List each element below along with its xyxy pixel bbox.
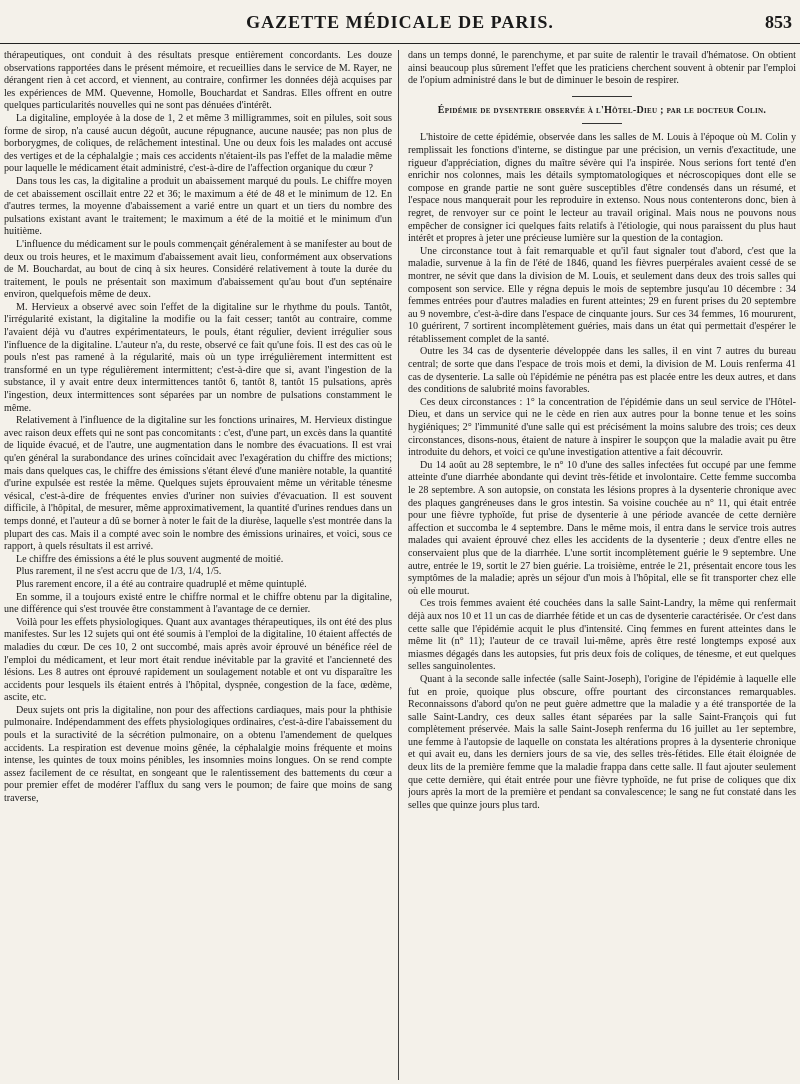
left-column — [4, 50, 392, 1080]
paragraph: Ces trois femmes avaient été couchées dans la salle Saint-Landry, la même qui renfermait déjà aux nos 10 et 11 un cas de diarrhée fétide et un cas de dysenterie caractérisée. Or c'est dans cette salle que l'épidémie acquit le plus d'intensité. Cinq femmes en furent atteintes dans le même lit (n° 11); l'auteur de ce travail lui-même, après être resté longtemps exposé aux miasmes dégagés dans les autopsies, fut pris deux fois de coliques, de ténesme, et eut quelques selles sanguinolentes. — [408, 598, 796, 673]
paragraph: Outre les 34 cas de dysenterie développée dans les salles, il en vint 7 autres du bureau central; de sorte que dans l'espace de trois mois et demi, la division de M. Louis renferma 41 cas de dysenterie. La salle où l'épidémie ne pénétra pas est placée entre les deux autres, et dans des conditions de salubrité moins favorables. — [408, 346, 796, 396]
paragraph: L'histoire de cette épidémie, observée dans les salles de M. Louis à l'époque où M. Colin y remplissait les fonctions d'interne, se distingue par une précision, un vernis d'exactitude, une rigueur d'appréciation, dignes du maître sévère qui l'a inspirée. Nous serions fort tenté d'en enrichir nos colonnes, mais les détails symptomatologiques et nécroscopiques dont elle se compose en grande partie ne sont guère susceptibles d'être condensés dans un résumé, et l'espace nous manquerait pour les reproduire in extenso. Nous nous contenterons donc, bien à regret, de renvoyer sur ce point le lecteur au travail original. Mais nous ne pouvons nous empêcher de consigner ici quelques faits relatifs à l'étiologie, qui nous paraissent du plus haut intérêt et propres à jeter une précieuse lumière sur la question de la contagion. — [408, 132, 796, 245]
paragraph: Relativement à l'influence de la digitaline sur les fonctions urinaires, M. Hervieux distingue avec raison deux effets qui ne sont pas concomitants : c'est, d'une part, un excès dans la quantité de liquide évacué, et de l'autre, une augmentation dans le nombre des évacuations. Il est vrai qu'en général la surabondance des urines coïncidait avec l'exagération du chiffre des mictions; mais dans quelques cas, le chiffre des émissions s'étant élevé d'une manière notable, la quantité d'urine expulsée est restée la même. Quelques sujets éprouvaient même un véritable ténesme vésical, c'est-à-dire de fréquentes envies d'uriner non suivies d'évacuation. Il est souvent difficile, à l'hôpital, de mesurer, même approximativement, la quantité d'urines rendues dans un temps donné, et l'auteur a dû se borner à noter le fait de la diurèse, laquelle s'est montrée dans la plupart des cas. Mais il a compté avec soin le nombre des émissions urinaires, et voici, sous ce rapport, à quels résultats il est arrivé. — [4, 415, 392, 553]
title-rule — [582, 123, 622, 124]
paragraph: Quant à la seconde salle infectée (salle Saint-Joseph), l'origine de l'épidémie à laquelle elle fut en proie, quoique plus obscure, offre pourtant des circonstances remarquables. Reconnaissons d'abord qu'on ne peut guère admettre que la maladie y a été transportée de la salle Saint-Landry, ces deux salles étant séparées par la salle Saint-François qui fut complètement préservée. Mais la salle Saint-Joseph renferma du 16 juillet au 1er septembre, une femme à l'autopsie de laquelle on constata les altérations propres à la dysenterie chronique et qui avait eu, dans les derniers jours de sa vie, des selles très-fétides. Elle était éloignée de deux lits de la première femme que la maladie frappa dans cette salle. Il faut ajouter seulement que cette dernière, qui était entrée pour une fièvre typhoïde, ne fut prise de coliques que dix jours après la mort de la première et pendant sa convalescence; le sang ne fut constaté dans les selles que quinze jours plus tard. — [408, 673, 796, 811]
article-title — [408, 105, 796, 118]
paragraph: Plus rarement encore, il a été au contraire quadruplé et même quintuplé. — [16, 578, 307, 590]
paragraph: Voilà pour les effets physiologiques. Quant aux avantages thérapeutiques, ils ont été des plus manifestes. Sur les 12 sujets qui ont été soumis à l'emploi de la digitaline, 10 étaient affectés de maladies du cœur. De ces 10, 2 ont succombé, mais après avoir éprouvé un bénéfice réel de l'emploi du médicament, et leur mort était rendue inévitable par la gravité et l'ancienneté des lésions. Les 8 autres ont éprouvé rapidement un soulagement notable et ont vu disparaître les accidents pour lesquels ils étaient entrés à l'hôpital, dyspnée, congestion de la face, œdème, ascite, etc. — [4, 616, 392, 704]
right-column — [408, 50, 796, 1080]
running-title: GAZETTE MÉDICALE DE PARIS. — [246, 12, 554, 32]
paragraph: Du 14 août au 28 septembre, le n° 10 d'une des salles infectées fut occupé par une femme atteinte d'une diarrhée abondante qui devint très-fétide et involontaire. Cette femme succomba le 28 septembre. A son autopsie, on constata les lésions propres à la dysenterie chronique avec des plaques gangréneuses dans le gros intestin. Sa voisine couchée au n° 11, qui était entrée pour une fièvre typhoïde, fut prise de dysenterie à une période avancée de cette dernière affection et succomba le 4 septembre. Dans le même mois, il entra dans le service trois autres malades qui avaient éprouvé chez elles les accidents de la dysenterie ; deux d'entre elles ne conservaient plus que de la diarrhée. L'une sortit incomplètement guérie le 9 septembre. Une autre, entrée le 19, sortit le 27 bien guérie. La troisième, entrée le 21, présentait encore tous les symptômes de la maladie; après un séjour d'un mois à l'hôpital, elle se fit transporter chez elle où elle mourut. — [408, 459, 796, 597]
paragraph: M. Hervieux a observé avec soin l'effet de la digitaline sur le rhythme du pouls. Tantôt, l'irrégularité existant, la digitaline la modifie ou la fait cesser; tantôt au contraire, comme l'avaient déjà vu d'autres expérimentateurs, le pouls, étant régulier, devient irrégulier sous l'influence de la digitaline. L'auteur n'a, du reste, observé ce fait qu'une fois. Il est des cas où le pouls n'est pas ramené à la régularité, mais où un type irrégulièrement intermittent est transformé en un type régulièrement intermittent; c'est-à-dire que si, avant l'ingestion de la substance, il y avait entre deux intermittences tantôt 6, tantôt 8, tantôt 15 pulsations, après l'ingestion, deux intermittences sont séparées par un nombre de pulsations constamment le même. — [4, 301, 392, 414]
section-rule — [572, 96, 632, 97]
paragraph: Le chiffre des émissions a été le plus souvent augmenté de moitié. — [16, 553, 284, 565]
paragraph: Dans tous les cas, la digitaline a produit un abaissement marqué du pouls. Le chiffre moyen de cet abaissement oscillait entre 22 et 36; le maximum a été de 48 et le minimum de 12. En d'autres termes, la moyenne d'abaissement a varié entre un quart et un tiers du nombre des pulsations existant avant le traitement; le maximum a été de la moitié et le minimum d'un huitième. — [4, 175, 392, 238]
paragraph: Deux sujets ont pris la digitaline, non pour des affections cardiaques, mais pour la phthisie pulmonaire. Indépendamment des effets physiologiques ordinaires, c'est-à-dire l'abaissement du pouls et la suractivité de la sécrétion pulmonaire, on a obtenu l'amendement de quelques accidents. La respiration est devenue moins gênée, la céphalalgie moins fréquente et moins intense, les quintes de toux moins pénibles, les insomnies moins longues. On se rend compte assez facilement de ce résultat, en songeant que le ralentissement des battements du cœur a pour premier effet de modérer l'afflux du sang vers le poumon; de faire que moins de sang traverse, — [4, 704, 392, 805]
paragraph: En somme, il a toujours existé entre le chiffre normal et le chiffre obtenu par la digitaline, une différence qui s'est trouvée être constamment à l'avantage de ce dernier. — [4, 591, 392, 616]
paragraph: dans un temps donné, le parenchyme, et par suite de ralentir le travail d'hématose. On obtient ainsi beaucoup plus sûrement l'effet que les praticiens cherchent souvent à obtenir par l'emploi de l'opium administré dans le but de diminuer le besoin de respirer. — [408, 50, 796, 87]
article-title-text: Épidémie de dysenterie observée à l'Hôtel-Dieu ; par le docteur Colin. — [437, 104, 767, 116]
paragraph: Plus rarement, il ne s'est accru que de 1/3, 1/4, 1/5. — [16, 566, 222, 578]
page-header — [0, 0, 800, 44]
text-columns — [0, 50, 800, 1080]
paragraph: L'influence du médicament sur le pouls commençait généralement à se manifester au bout de deux ou trois heures, et le maximum d'abaissement avait lieu, conformément aux observations de M. Bouchardat, au bout de cinq à six heures. Considéré relativement à toute la durée du traitement, le pouls ne présentait son maximum d'abaissement qu'au bout d'un septénaire environ, quelquefois même de deux. — [4, 238, 392, 301]
paragraph: La digitaline, employée à la dose de 1, 2 et même 3 milligrammes, soit en pilules, soit sous forme de sirop, n'a causé aucun dégoût, aucune répugnance, aucune nausée; pas non plus de borborygmes, de coliques, de relâchement intestinal. Une ou deux fois les malades ont accusé des vertiges et de la céphalalgie ; mais ces accidents n'étaient-ils pas l'effet de la maladie même pour laquelle le médicament était administré, c'est-à-dire de l'affection organique du cœur ? — [4, 112, 392, 175]
paragraph: Ces deux circonstances : 1° la concentration de l'épidémie dans un seul service de l'Hôtel-Dieu, et dans un service qui ne le cède en rien aux autres pour la bonne tenue et les soins hygiéniques; 2° l'immunité d'une salle qui est précisément la moins salubre des trois; ces deux circonstances, disons-nous, étaient de nature à inspirer le soupçon que la maladie avait pu être introduite du dehors, et voici ce qu'une investigation attentive a fait découvrir. — [408, 396, 796, 459]
column-divider — [398, 50, 399, 1080]
paragraph: Une circonstance tout à fait remarquable et qu'il faut signaler tout d'abord, c'est que la maladie, survenue à la fin de l'été de 1846, quand les fièvres puerpérales avaient cessé de se montrer, ne sévit que dans la division de M. Louis, et seulement dans deux des trois salles qui composent son service. Elle y régna depuis le mois de septembre jusqu'au 10 décembre : 34 femmes entrées pour d'autres maladies en furent atteintes; 29 en furent prises du 20 septembre au 9 novembre, c'est-à-dire dans l'espace de cinquante jours. Sur ces 34 femmes, 16 moururent, 10 guérirent, 7 sortirent incomplètement guéries, mais dans un état qui permettait d'espérer le rétablissement complet de la santé. — [408, 245, 796, 345]
page-number: 853 — [765, 12, 792, 32]
paragraph: thérapeutiques, ont conduit à des résultats presque entièrement concordants. Les douze observations rapportées dans le présent mémoire, et recueillies dans le service de M. Rayer, ne dérangent rien à cet accord, et viennent, au contraire, confirmer les données déjà acquises par les expériences de MM. Quevenne, Homolle, Bouchardat et Sandras. Elles offrent en outre quelques particularités nouvelles qui ne sont pas dénuées d'intérêt. — [4, 50, 392, 112]
